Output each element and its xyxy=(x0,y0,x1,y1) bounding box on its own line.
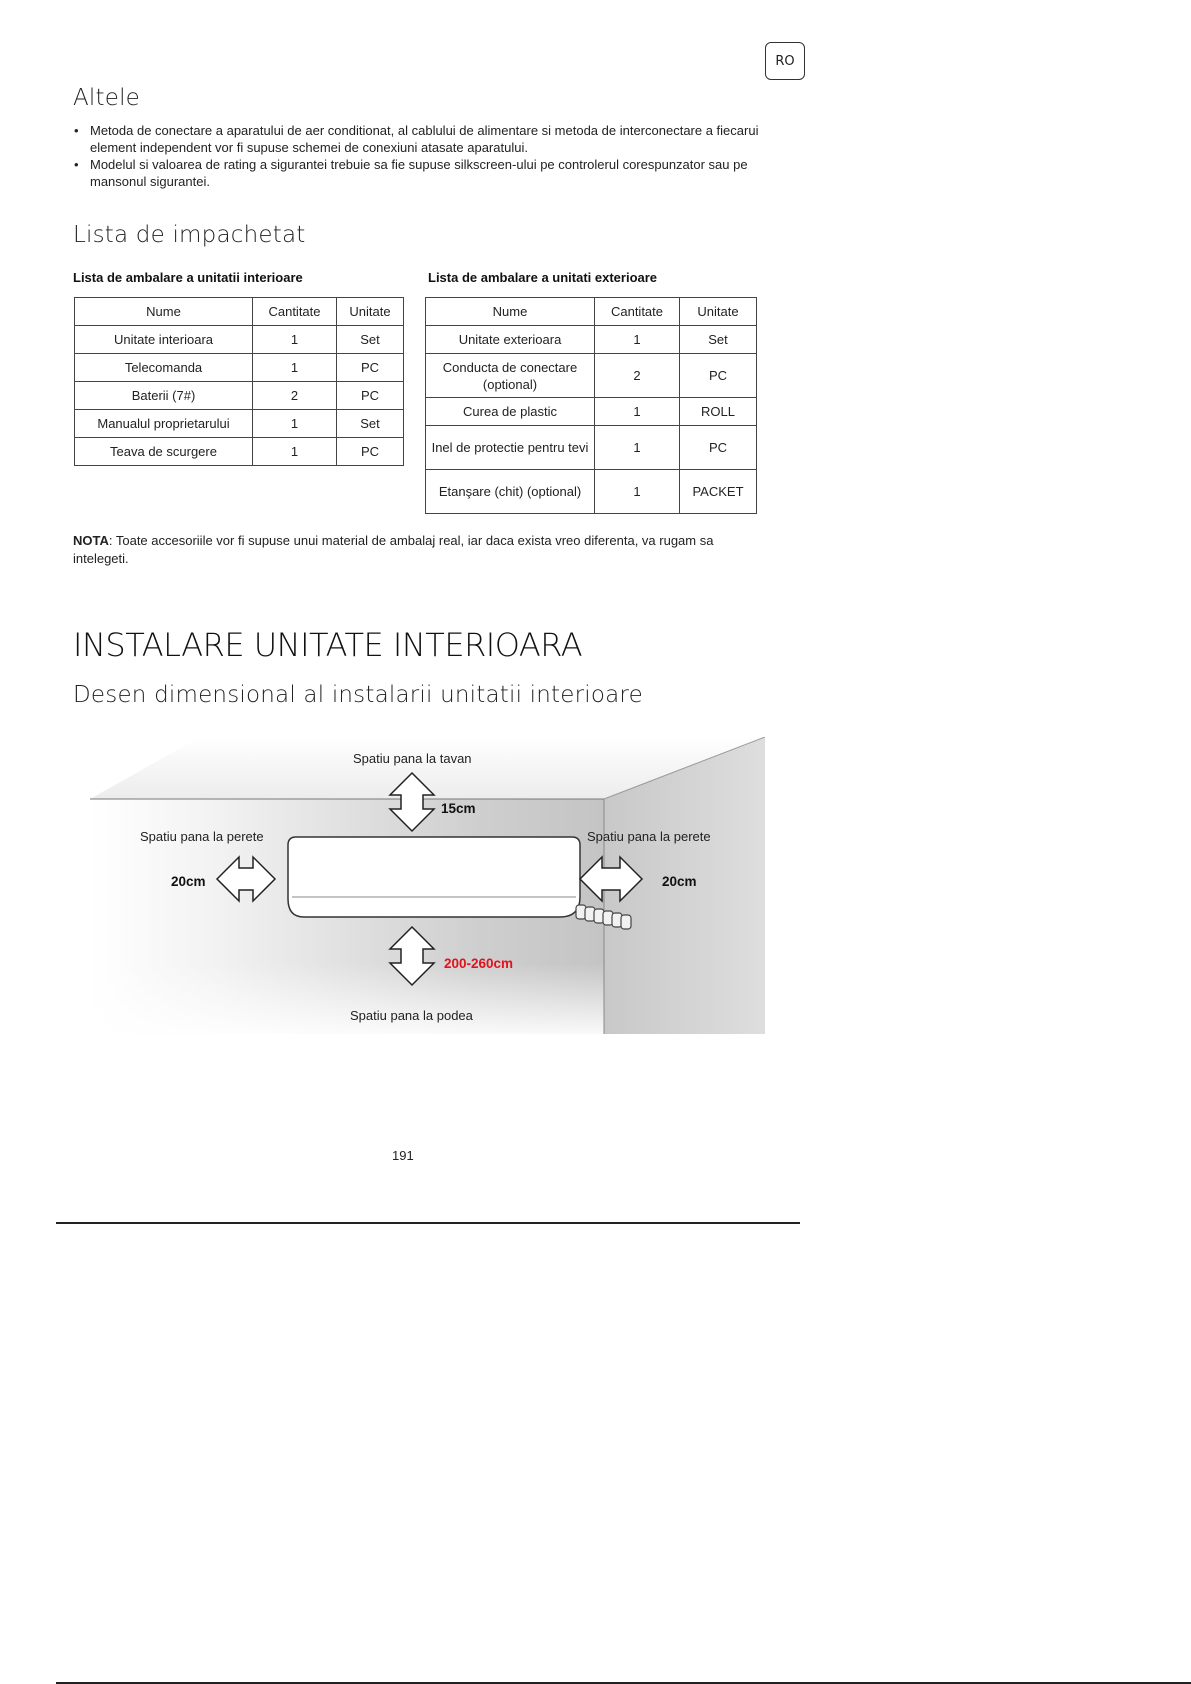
page-number: 191 xyxy=(392,1148,414,1163)
table-cell: PC xyxy=(337,438,404,466)
table-cell: Inel de protectie pentru tevi xyxy=(426,426,595,470)
header-cell: Cantitate xyxy=(253,298,337,326)
table-cell: Set xyxy=(680,326,757,354)
table-row xyxy=(75,382,404,410)
table-cell: Teava de scurgere xyxy=(75,438,253,466)
left-wall-clearance-value: 20cm xyxy=(171,874,206,889)
indoor-table-caption: Lista de ambalare a unitatii interioare xyxy=(73,270,303,285)
table-cell: Curea de plastic xyxy=(426,398,595,426)
bottom-divider xyxy=(56,1682,1191,1684)
table-cell: PC xyxy=(337,354,404,382)
right-wall-clearance-label: Spatiu pana la perete xyxy=(587,829,711,844)
install-subtitle: Desen dimensional al instalarii unitatii interioare xyxy=(73,682,643,708)
packing-note xyxy=(73,532,763,568)
table-header-row xyxy=(426,298,757,326)
header-cell: Nume xyxy=(426,298,595,326)
table-row xyxy=(426,470,757,514)
installation-diagram xyxy=(90,737,765,1034)
outdoor-packing-table xyxy=(425,297,757,514)
table-row xyxy=(75,326,404,354)
floor-clearance-value: 200-260cm xyxy=(444,956,514,971)
table-cell: PC xyxy=(680,354,757,398)
floor-clearance-label: Spatiu pana la podea xyxy=(350,1008,473,1023)
install-title: INSTALARE UNITATE INTERIOARA xyxy=(73,626,583,664)
header-cell: Cantitate xyxy=(595,298,680,326)
section-title-other: Altele xyxy=(73,85,141,111)
note-text: : Toate accesoriile vor fi supuse unui material de ambalaj real, iar daca exista vreo diferenta, va rugam sa intelegeti. xyxy=(73,533,714,566)
outdoor-table-caption: Lista de ambalare a unitati exterioare xyxy=(428,270,658,285)
table-cell: Etanşare (chit) (optional) xyxy=(426,470,595,514)
table-cell: Unitate interioara xyxy=(75,326,253,354)
table-cell: ROLL xyxy=(680,398,757,426)
bullet-item: • Metoda de conectare a aparatului de aer conditionat, al cablului de alimentare si metoda de interconectare a fiecarui element independent vor fi supuse schemei de conexiuni atasate aparatului. xyxy=(73,122,763,156)
section-title-packing: Lista de impachetat xyxy=(73,222,306,248)
header-cell: Unitate xyxy=(680,298,757,326)
table-row xyxy=(75,438,404,466)
table-cell: Telecomanda xyxy=(75,354,253,382)
table-row xyxy=(75,354,404,382)
header-cell: Nume xyxy=(75,298,253,326)
table-cell: 1 xyxy=(253,326,337,354)
table-row xyxy=(426,398,757,426)
right-wall-clearance-value: 20cm xyxy=(662,874,697,889)
table-row xyxy=(426,354,757,398)
table-cell: 1 xyxy=(595,470,680,514)
other-bullet-list xyxy=(73,122,763,190)
page-divider xyxy=(56,1222,800,1224)
table-cell: Unitate exterioara xyxy=(426,326,595,354)
table-cell: PC xyxy=(337,382,404,410)
table-cell: 2 xyxy=(595,354,680,398)
table-row xyxy=(426,326,757,354)
header-cell: Unitate xyxy=(337,298,404,326)
table-row xyxy=(426,426,757,470)
table-cell: PACKET xyxy=(680,470,757,514)
indoor-unit xyxy=(288,837,631,929)
table-cell: 1 xyxy=(253,410,337,438)
table-cell: 1 xyxy=(253,354,337,382)
table-row xyxy=(75,410,404,438)
table-cell: PC xyxy=(680,426,757,470)
table-cell: Set xyxy=(337,410,404,438)
note-label: NOTA xyxy=(73,533,109,548)
language-badge: RO xyxy=(765,42,805,80)
table-cell: Baterii (7#) xyxy=(75,382,253,410)
table-cell: 1 xyxy=(595,426,680,470)
table-header-row xyxy=(75,298,404,326)
table-cell: Manualul proprietarului xyxy=(75,410,253,438)
left-wall-clearance-label: Spatiu pana la perete xyxy=(140,829,264,844)
table-cell: 2 xyxy=(253,382,337,410)
table-cell: Set xyxy=(337,326,404,354)
indoor-packing-table xyxy=(74,297,404,466)
table-cell: 1 xyxy=(253,438,337,466)
table-cell: Conducta de conectare (optional) xyxy=(426,354,595,398)
table-cell: 1 xyxy=(595,326,680,354)
table-cell: 1 xyxy=(595,398,680,426)
ceiling-clearance-value: 15cm xyxy=(441,801,476,816)
bullet-item: • Modelul si valoarea de rating a sigurantei trebuie sa fie supuse silkscreen-ului pe controlerul corespunzator sau pe mansonul sigurantei. xyxy=(73,156,763,190)
ceiling-clearance-label: Spatiu pana la tavan xyxy=(353,751,472,766)
